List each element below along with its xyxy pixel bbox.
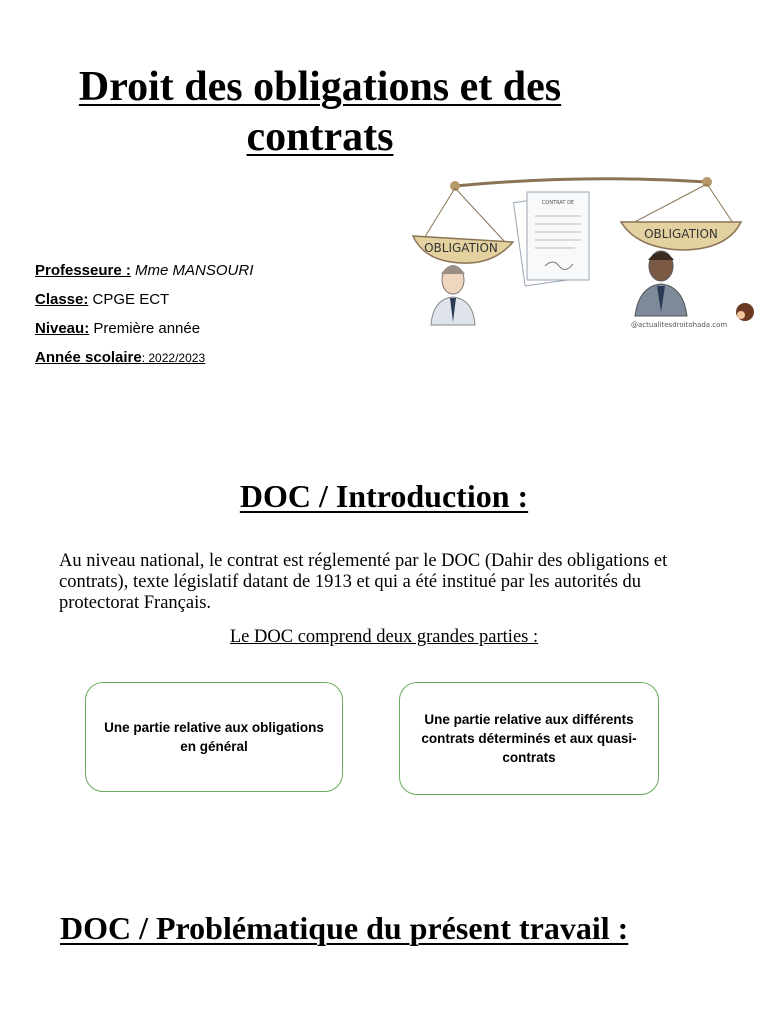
niveau-row <box>35 318 253 347</box>
introduction-heading: DOC / Introduction : <box>239 478 529 514</box>
classe-value: CPGE ECT <box>92 291 170 308</box>
professeure-label: Professeure : <box>35 262 131 279</box>
annee-value: : 2022/2023 <box>141 351 206 365</box>
part-general-obligations-box <box>85 682 343 792</box>
person-left-icon <box>431 265 475 325</box>
niveau-label: Niveau: <box>35 320 90 337</box>
illustration-credit: @actualitesdroitohada.com <box>631 321 728 329</box>
title-line-2: contrats <box>246 114 394 160</box>
part-general-obligations-text: Une partie relative aux obligations en général <box>104 720 324 754</box>
right-pan-label: OBLIGATION <box>644 227 718 241</box>
part-specific-contracts-box <box>399 682 659 795</box>
person-right-icon <box>635 251 687 316</box>
introduction-paragraph: Au niveau national, le contrat est réglementé par le DOC (Dahir des obligations et contrats), texte législatif datant de 1913 et qui a été institué par les autorités du protectorat Français. <box>59 551 668 613</box>
left-pan-label: OBLIGATION <box>424 241 498 255</box>
annee-row <box>35 347 253 376</box>
professeure-value: Mme MANSOURI <box>135 262 254 279</box>
classe-row <box>35 289 253 318</box>
professeure-row <box>35 260 253 289</box>
document-label: CONTRAT DE <box>541 200 575 206</box>
niveau-value: Première année <box>93 320 201 337</box>
title-line-1: Droit des obligations et des <box>78 64 562 110</box>
annee-label: Année scolaire <box>35 349 142 366</box>
contract-document-icon <box>513 192 589 286</box>
classe-label: Classe: <box>35 291 89 308</box>
course-info <box>35 260 253 376</box>
scales-of-justice-illustration <box>395 170 767 340</box>
parts-subheading: Le DOC comprend deux grandes parties : <box>229 627 539 647</box>
problematique-heading: DOC / Problématique du présent travail : <box>60 910 629 946</box>
document-title <box>0 62 640 162</box>
part-specific-contracts-text: Une partie relative aux différents contrats déterminés et aux quasi-contrats <box>421 712 637 765</box>
small-character-icon <box>736 303 754 321</box>
